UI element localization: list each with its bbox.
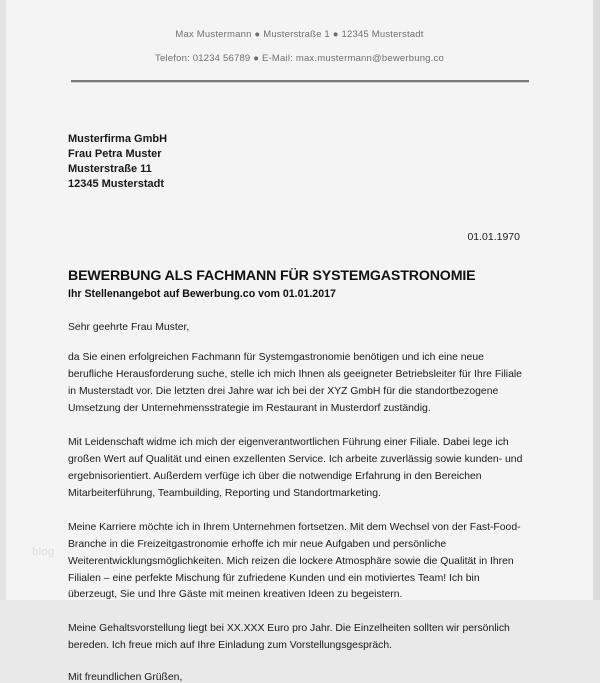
recipient-street: Musterstraße 11 bbox=[68, 163, 152, 176]
recipient-address-block bbox=[68, 132, 531, 192]
subject-block bbox=[68, 269, 531, 300]
letterhead-contact-line: Telefon: 01234 56789 ● E-Mail: max.mustermann@bewerbung.co bbox=[155, 52, 444, 64]
letter-body bbox=[68, 132, 531, 683]
recipient-city: 12345 Musterstadt bbox=[68, 178, 164, 191]
letter-date: 01.01.1970 bbox=[467, 231, 520, 244]
letterhead bbox=[6, 0, 593, 64]
salutation: Sehr geehrte Frau Muster, bbox=[68, 322, 190, 334]
letterhead-divider bbox=[71, 80, 529, 83]
body-paragraph-1: da Sie einen erfolgreichen Fachmann für Systemgastronomie benötigen und ich eine neue berufliche Herausforderung suche, stelle ich mich Ihnen als geeigneter Betriebsleiter für Ihre Filiale in Musterstadt vor. Die letzten drei Jahre war ich bei der XYZ GmbH für die standortbezogene Umsetzung der Unternehmensstrategie im Restaurant in Musterdorf zuständig. bbox=[68, 352, 522, 414]
subject-title: BEWERBUNG ALS FACHMANN FÜR SYSTEMGASTRONOMIE bbox=[68, 268, 476, 285]
body-paragraph-3: Meine Karriere möchte ich in Ihrem Unternehmen fortsetzen. Mit dem Wechsel von der Fast-Food-Branche in die Freizeitgastronomie erhoffe ich mir neue Aufgaben und persönliche Weiterentwicklungsmöglichkeiten. Mich reizen die lockere Atmosphäre sowie die Qualität in Ihren Filialen – eine perfekte Mischung für zufriedene Kunden und ein motiviertes Team! Ich bin überzeugt, Sie und Ihre Gäste mit meinen kreativen Ideen zu begeistern. bbox=[68, 521, 521, 601]
letterhead-sender-line: Max Mustermann ● Musterstraße 1 ● 12345 Musterstadt bbox=[175, 29, 424, 40]
recipient-person: Frau Petra Muster bbox=[68, 148, 162, 161]
closing-greeting: Mit freundlichen Grüßen, bbox=[68, 672, 183, 683]
recipient-company: Musterfirma GmbH bbox=[68, 133, 168, 145]
body-paragraph-4: Meine Gehaltsvorstellung liegt bei XX.XXX Euro pro Jahr. Die Einzelheiten sollten wir persönlich bereden. Ich freue mich auf Ihre Einladung zum Vorstellungsgespräch. bbox=[68, 623, 510, 652]
blog-watermark: blog bbox=[32, 546, 55, 558]
subject-reference: Ihr Stellenangebot auf Bewerbung.co vom 01.01.2017 bbox=[68, 287, 336, 300]
body-paragraph-2: Mit Leidenschaft widme ich mich der eigenverantwortlichen Führung einer Filiale. Dabei lege ich großen Wert auf Qualität und einen exzellenten Service. Ich arbeite zuverlässig sowie kunden- und ergebnisorientiert. Außerdem verfüge ich über die notwendige Erfahrung in den Bereichen Mitarbeiterführung, Teambuilding, Reporting und Standortmarketing. bbox=[68, 436, 523, 499]
